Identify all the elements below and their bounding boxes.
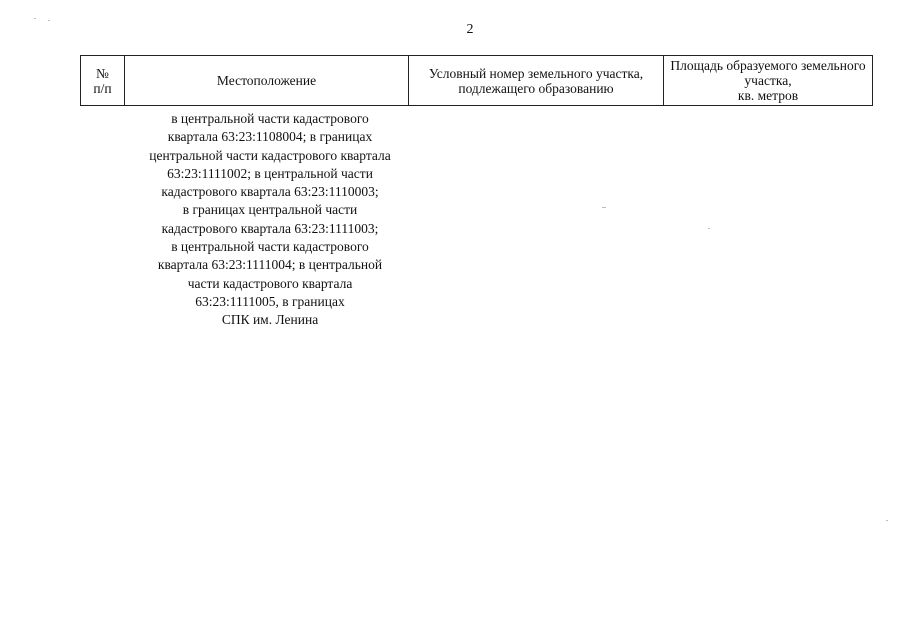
location-cell: в центральной части кадастрового квартала 63:23:1108004; в границах центральной части кадастрового квартала 63:23:1111002; в центральной части кадастрового квартала 63:23:1110003; в границах центральной части кадастрового квартала 63:23:1111003; в центральной части кадастрового квартала 63:23:1111004; в центральной части кадастрового квартала 63:23:1111005, в границах СПК им. Ленина	[149, 111, 391, 328]
scan-speck	[48, 20, 50, 21]
header-num	[81, 56, 125, 106]
header-conditional-number-label: Условный номер земельного участка, подлежащего образованию	[428, 65, 644, 96]
header-conditional-number	[409, 56, 664, 106]
scan-speck	[34, 18, 36, 19]
scan-speck	[708, 228, 710, 229]
page-number: 2	[466, 22, 474, 37]
table-header	[80, 55, 873, 106]
header-location-label: Местоположение	[216, 73, 317, 88]
header-location	[125, 56, 409, 106]
scan-speck	[886, 520, 888, 521]
header-num-label: № п/п	[93, 65, 112, 96]
scan-speck	[602, 207, 606, 208]
header-area-label: Площадь образуемого земельного участка, кв. метров	[670, 58, 866, 103]
table-header-row	[81, 56, 873, 106]
header-area	[664, 56, 873, 106]
